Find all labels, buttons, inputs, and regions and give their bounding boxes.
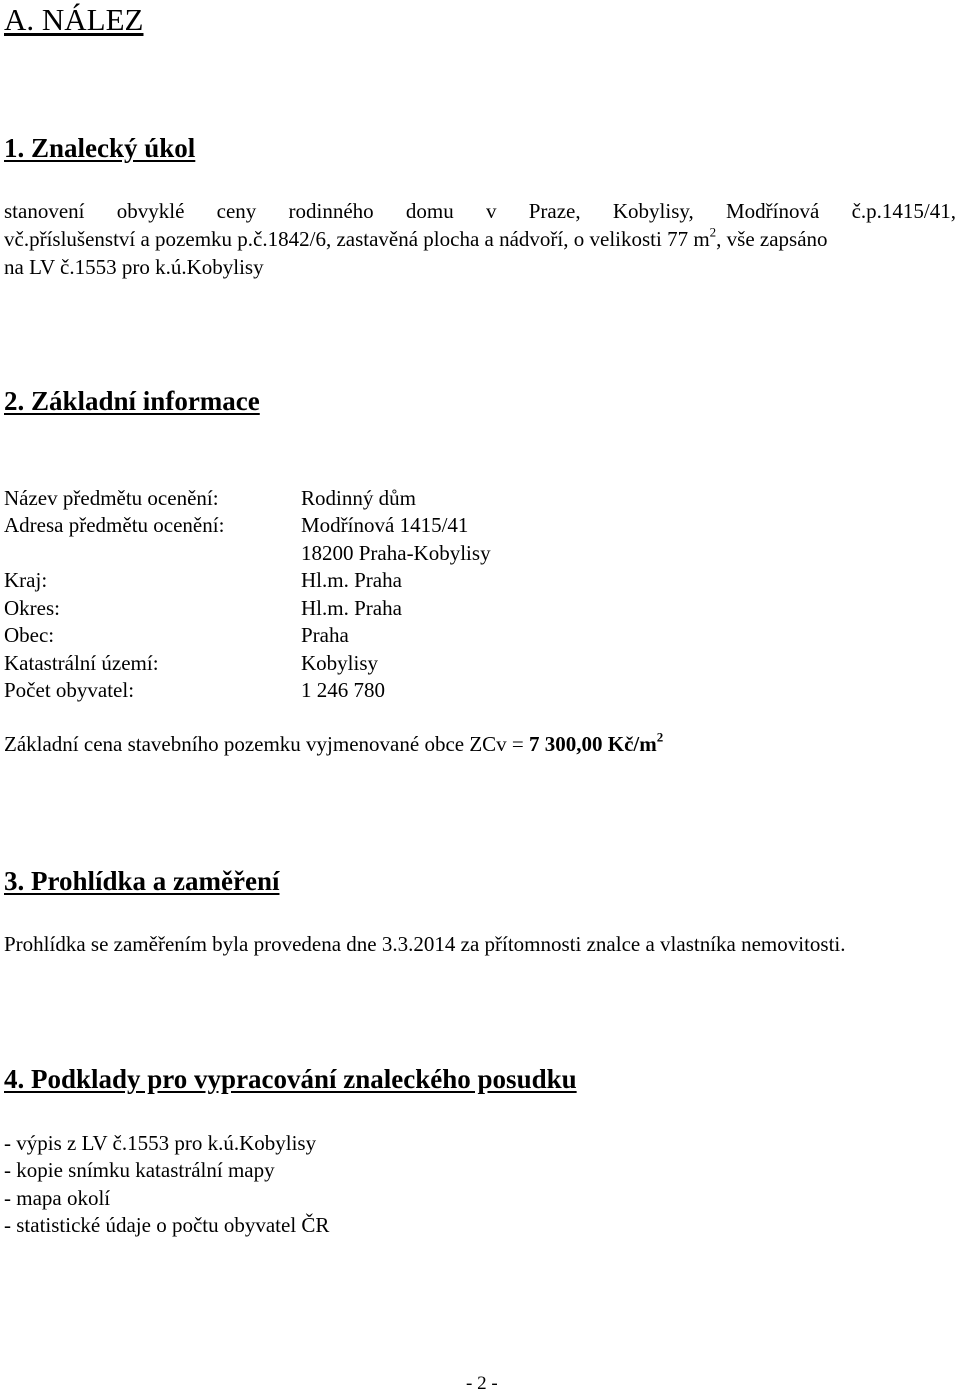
section2-heading: 2. Základní informace xyxy=(4,386,260,416)
section1-line1: stanovení obvyklé ceny rodinného domu v Praze, Kobylisy, Modřínová č.p.1415/41, xyxy=(4,199,956,223)
section1-line2-post: , vše zapsáno xyxy=(716,227,828,251)
list-item: - mapa okolí xyxy=(4,1186,111,1210)
info-value: Hl.m. Praha xyxy=(301,596,402,620)
info-label: Obec: xyxy=(4,623,55,647)
info-label: Název předmětu ocenění: xyxy=(4,486,219,510)
section1-line2-sup: 2 xyxy=(709,224,717,240)
page-number: - 2 - xyxy=(466,1373,498,1394)
base-price-line xyxy=(4,729,664,757)
list-item: - výpis z LV č.1553 pro k.ú.Kobylisy xyxy=(4,1131,317,1155)
section1-text xyxy=(4,197,956,281)
info-value: 18200 Praha-Kobylisy xyxy=(301,541,491,565)
section1-line2 xyxy=(4,225,956,253)
info-label: Počet obyvatel: xyxy=(4,678,135,702)
main-title: A. NÁLEZ xyxy=(4,2,144,37)
info-label: Adresa předmětu ocenění: xyxy=(4,513,225,537)
info-value: Kobylisy xyxy=(301,651,379,675)
section1-line2-pre: vč.příslušenství a pozemku p.č.1842/6, zastavěná plocha a nádvoří, o velikosti 77 m xyxy=(4,227,710,251)
base-price-value: 7 300,00 Kč/m xyxy=(529,732,657,756)
section3-text: Prohlídka se zaměřením byla provedena dne 3.3.2014 za přítomnosti znalce a vlastníka nemovitosti. xyxy=(4,932,846,956)
list-item: - statistické údaje o počtu obyvatel ČR xyxy=(4,1213,330,1237)
section1-heading: 1. Znalecký úkol xyxy=(4,133,196,163)
base-price-sup: 2 xyxy=(656,729,664,745)
info-label: Katastrální území: xyxy=(4,651,159,675)
list-item: - kopie snímku katastrální mapy xyxy=(4,1158,275,1182)
section3-heading: 3. Prohlídka a zaměření xyxy=(4,866,280,896)
info-value: 1 246 780 xyxy=(301,678,385,702)
info-value: Modřínová 1415/41 xyxy=(301,513,469,537)
info-value: Rodinný dům xyxy=(301,486,416,510)
info-value: Praha xyxy=(301,623,349,647)
info-label: Okres: xyxy=(4,596,60,620)
base-price-text: Základní cena stavebního pozemku vyjmenované obce ZCv = xyxy=(4,732,530,756)
info-value: Hl.m. Praha xyxy=(301,568,402,592)
info-label: Kraj: xyxy=(4,568,48,592)
section4-heading: 4. Podklady pro vypracování znaleckého posudku xyxy=(4,1064,577,1094)
section1-line3: na LV č.1553 pro k.ú.Kobylisy xyxy=(4,255,264,279)
